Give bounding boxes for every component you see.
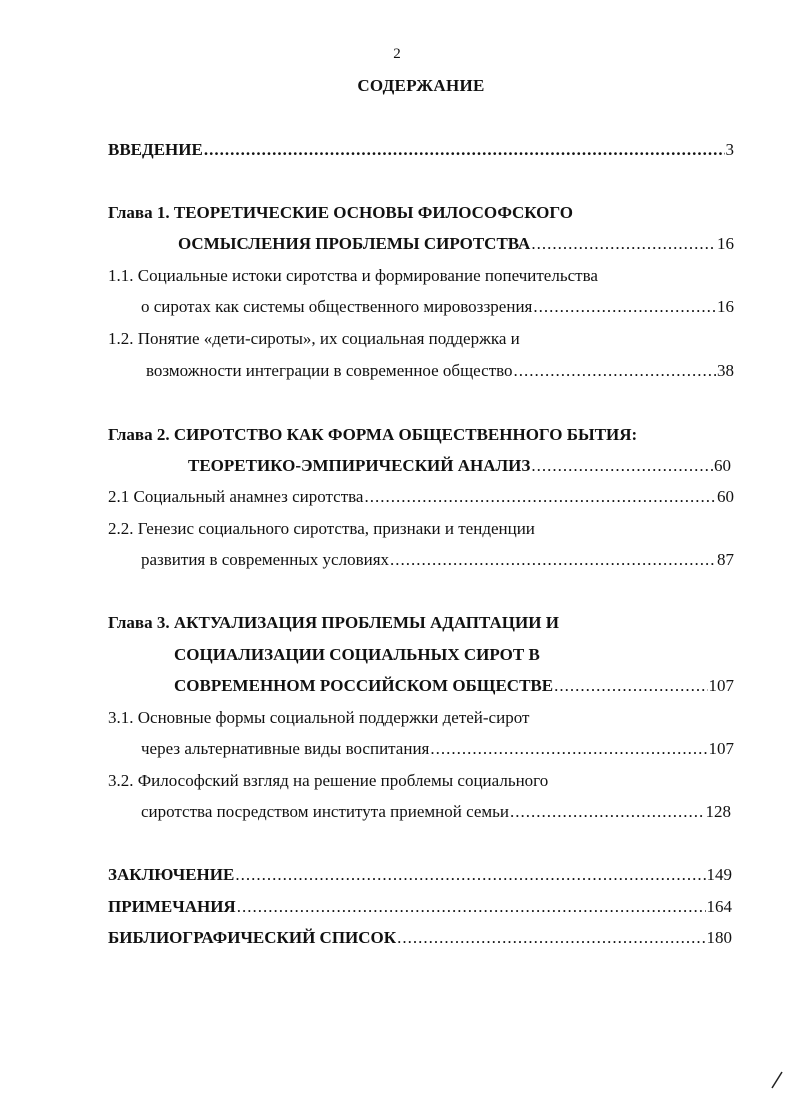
toc-entry-section-3-2[interactable] [141, 801, 731, 823]
toc-entry-label: возможности интеграции в современное общество [146, 361, 513, 380]
section-1-1-title: 1.1. Социальные истоки сиротства и формирование попечительства [108, 266, 598, 285]
section-2-2-title: 2.2. Генезис социального сиротства, признаки и тенденции [108, 519, 535, 538]
toc-entry-section-1-2[interactable] [146, 360, 734, 382]
toc-page-number: 87 [717, 550, 734, 569]
dot-leader [204, 139, 725, 161]
chapter-3-heading-line2: СОЦИАЛИЗАЦИИ СОЦИАЛЬНЫХ СИРОТ В [174, 645, 540, 664]
toc-entry-chapter-3[interactable] [174, 675, 734, 697]
dot-leader [235, 864, 705, 886]
toc-entry-label: ПРИМЕЧАНИЯ [108, 897, 236, 916]
toc-entry-label: ВВЕДЕНИЕ [108, 140, 203, 159]
chapter-1-heading: Глава 1. ТЕОРЕТИЧЕСКИЕ ОСНОВЫ ФИЛОСОФСКОГО [108, 203, 573, 222]
dot-leader [531, 233, 716, 255]
toc-page-number: 149 [706, 865, 732, 884]
toc-entry-chapter-2[interactable] [188, 455, 731, 477]
toc-entry-bibliography[interactable] [108, 927, 732, 949]
toc-entry-label: ОСМЫСЛЕНИЯ ПРОБЛЕМЫ СИРОТСТВА [178, 234, 531, 253]
dot-leader [364, 486, 716, 508]
dot-leader [510, 801, 705, 823]
toc-entry-label: о сиротах как системы общественного мировоззрения [141, 297, 533, 316]
page-number: 2 [393, 46, 401, 62]
toc-entry-label: ТЕОРЕТИКО-ЭМПИРИЧЕСКИЙ АНАЛИЗ [188, 456, 531, 475]
scan-mark-icon [766, 1068, 788, 1090]
toc-entry-label: через альтернативные виды воспитания [141, 739, 430, 758]
toc-page-number: 16 [717, 234, 734, 253]
dot-leader [531, 455, 713, 477]
toc-page-number: 180 [706, 928, 732, 947]
toc-entry-section-3-1[interactable] [141, 738, 734, 760]
toc-page-number: 60 [717, 487, 734, 506]
chapter-3-heading: Глава 3. АКТУАЛИЗАЦИЯ ПРОБЛЕМЫ АДАПТАЦИИ И [108, 613, 559, 632]
dot-leader [430, 738, 707, 760]
toc-entry-label: сиротства посредством института приемной семьи [141, 802, 509, 821]
toc-entry-label: ЗАКЛЮЧЕНИЕ [108, 865, 235, 884]
toc-entry-label: БИБЛИОГРАФИЧЕСКИЙ СПИСОК [108, 928, 397, 947]
toc-entry-label: развития в современных условиях [141, 550, 390, 569]
toc-page-number: 3 [725, 140, 734, 159]
chapter-2-heading: Глава 2. СИРОТСТВО КАК ФОРМА ОБЩЕСТВЕННОГО БЫТИЯ: [108, 425, 638, 444]
toc-page-number: 128 [705, 802, 731, 821]
dot-leader [514, 360, 716, 382]
toc-page-number: 16 [717, 297, 734, 316]
dot-leader [533, 296, 716, 318]
toc-page-number: 107 [708, 739, 734, 758]
section-3-1-title: 3.1. Основные формы социальной поддержки детей-сирот [108, 708, 530, 727]
toc-entry-section-1-1[interactable] [141, 296, 734, 318]
dot-leader [554, 675, 707, 697]
toc-entry-label: СОВРЕМЕННОМ РОССИЙСКОМ ОБЩЕСТВЕ [174, 676, 554, 695]
dot-leader [397, 927, 705, 949]
toc-page-number: 107 [708, 676, 734, 695]
section-1-2-title: 1.2. Понятие «дети-сироты», их социальная поддержка и [108, 329, 520, 348]
toc-entry-introduction[interactable] [108, 139, 734, 161]
toc-entry-section-2-2[interactable] [141, 549, 734, 571]
toc-page-number: 164 [706, 897, 732, 916]
dot-leader [237, 896, 706, 918]
toc-entry-label: 2.1 Социальный анамнез сиротства [108, 487, 364, 506]
toc-page-number: 38 [717, 361, 734, 380]
toc-entry-chapter-1[interactable] [178, 233, 734, 255]
dot-leader [390, 549, 716, 571]
toc-entry-section-2-1[interactable] [108, 486, 734, 508]
toc-entry-notes[interactable] [108, 896, 732, 918]
section-3-2-title: 3.2. Философский взгляд на решение проблемы социального [108, 771, 549, 790]
toc-entry-conclusion[interactable] [108, 864, 732, 886]
page-title: СОДЕРЖАНИЕ [357, 76, 485, 95]
toc-page-number: 60 [714, 456, 731, 475]
